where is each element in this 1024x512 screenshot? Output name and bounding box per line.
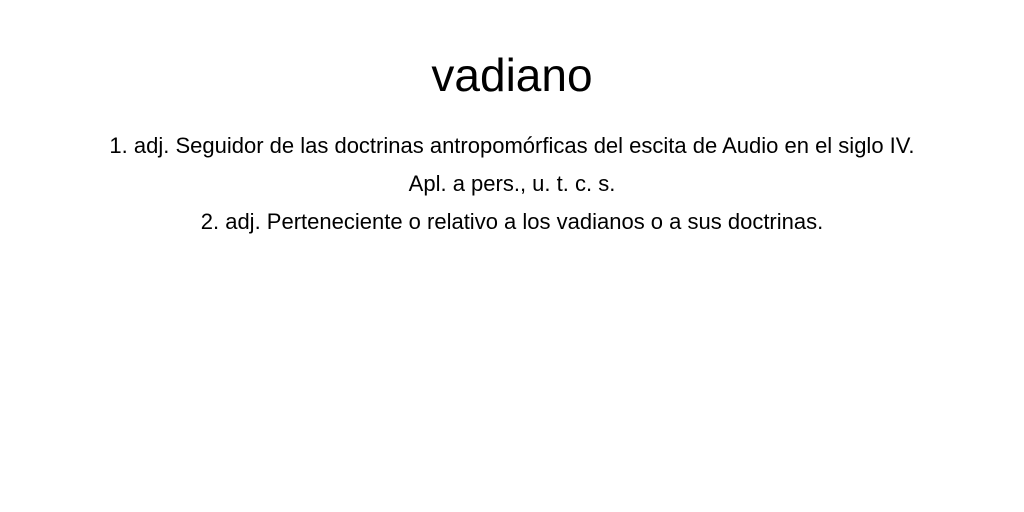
definition-list xyxy=(90,127,934,241)
definition-1: 1. adj. Seguidor de las doctrinas antropomórficas del escita de Audio en el siglo IV. Apl. a pers., u. t. c. s. xyxy=(109,133,915,196)
definition-2: 2. adj. Perteneciente o relativo a los vadianos o a sus doctrinas. xyxy=(200,209,824,234)
entry-headword: vadiano xyxy=(431,49,593,101)
